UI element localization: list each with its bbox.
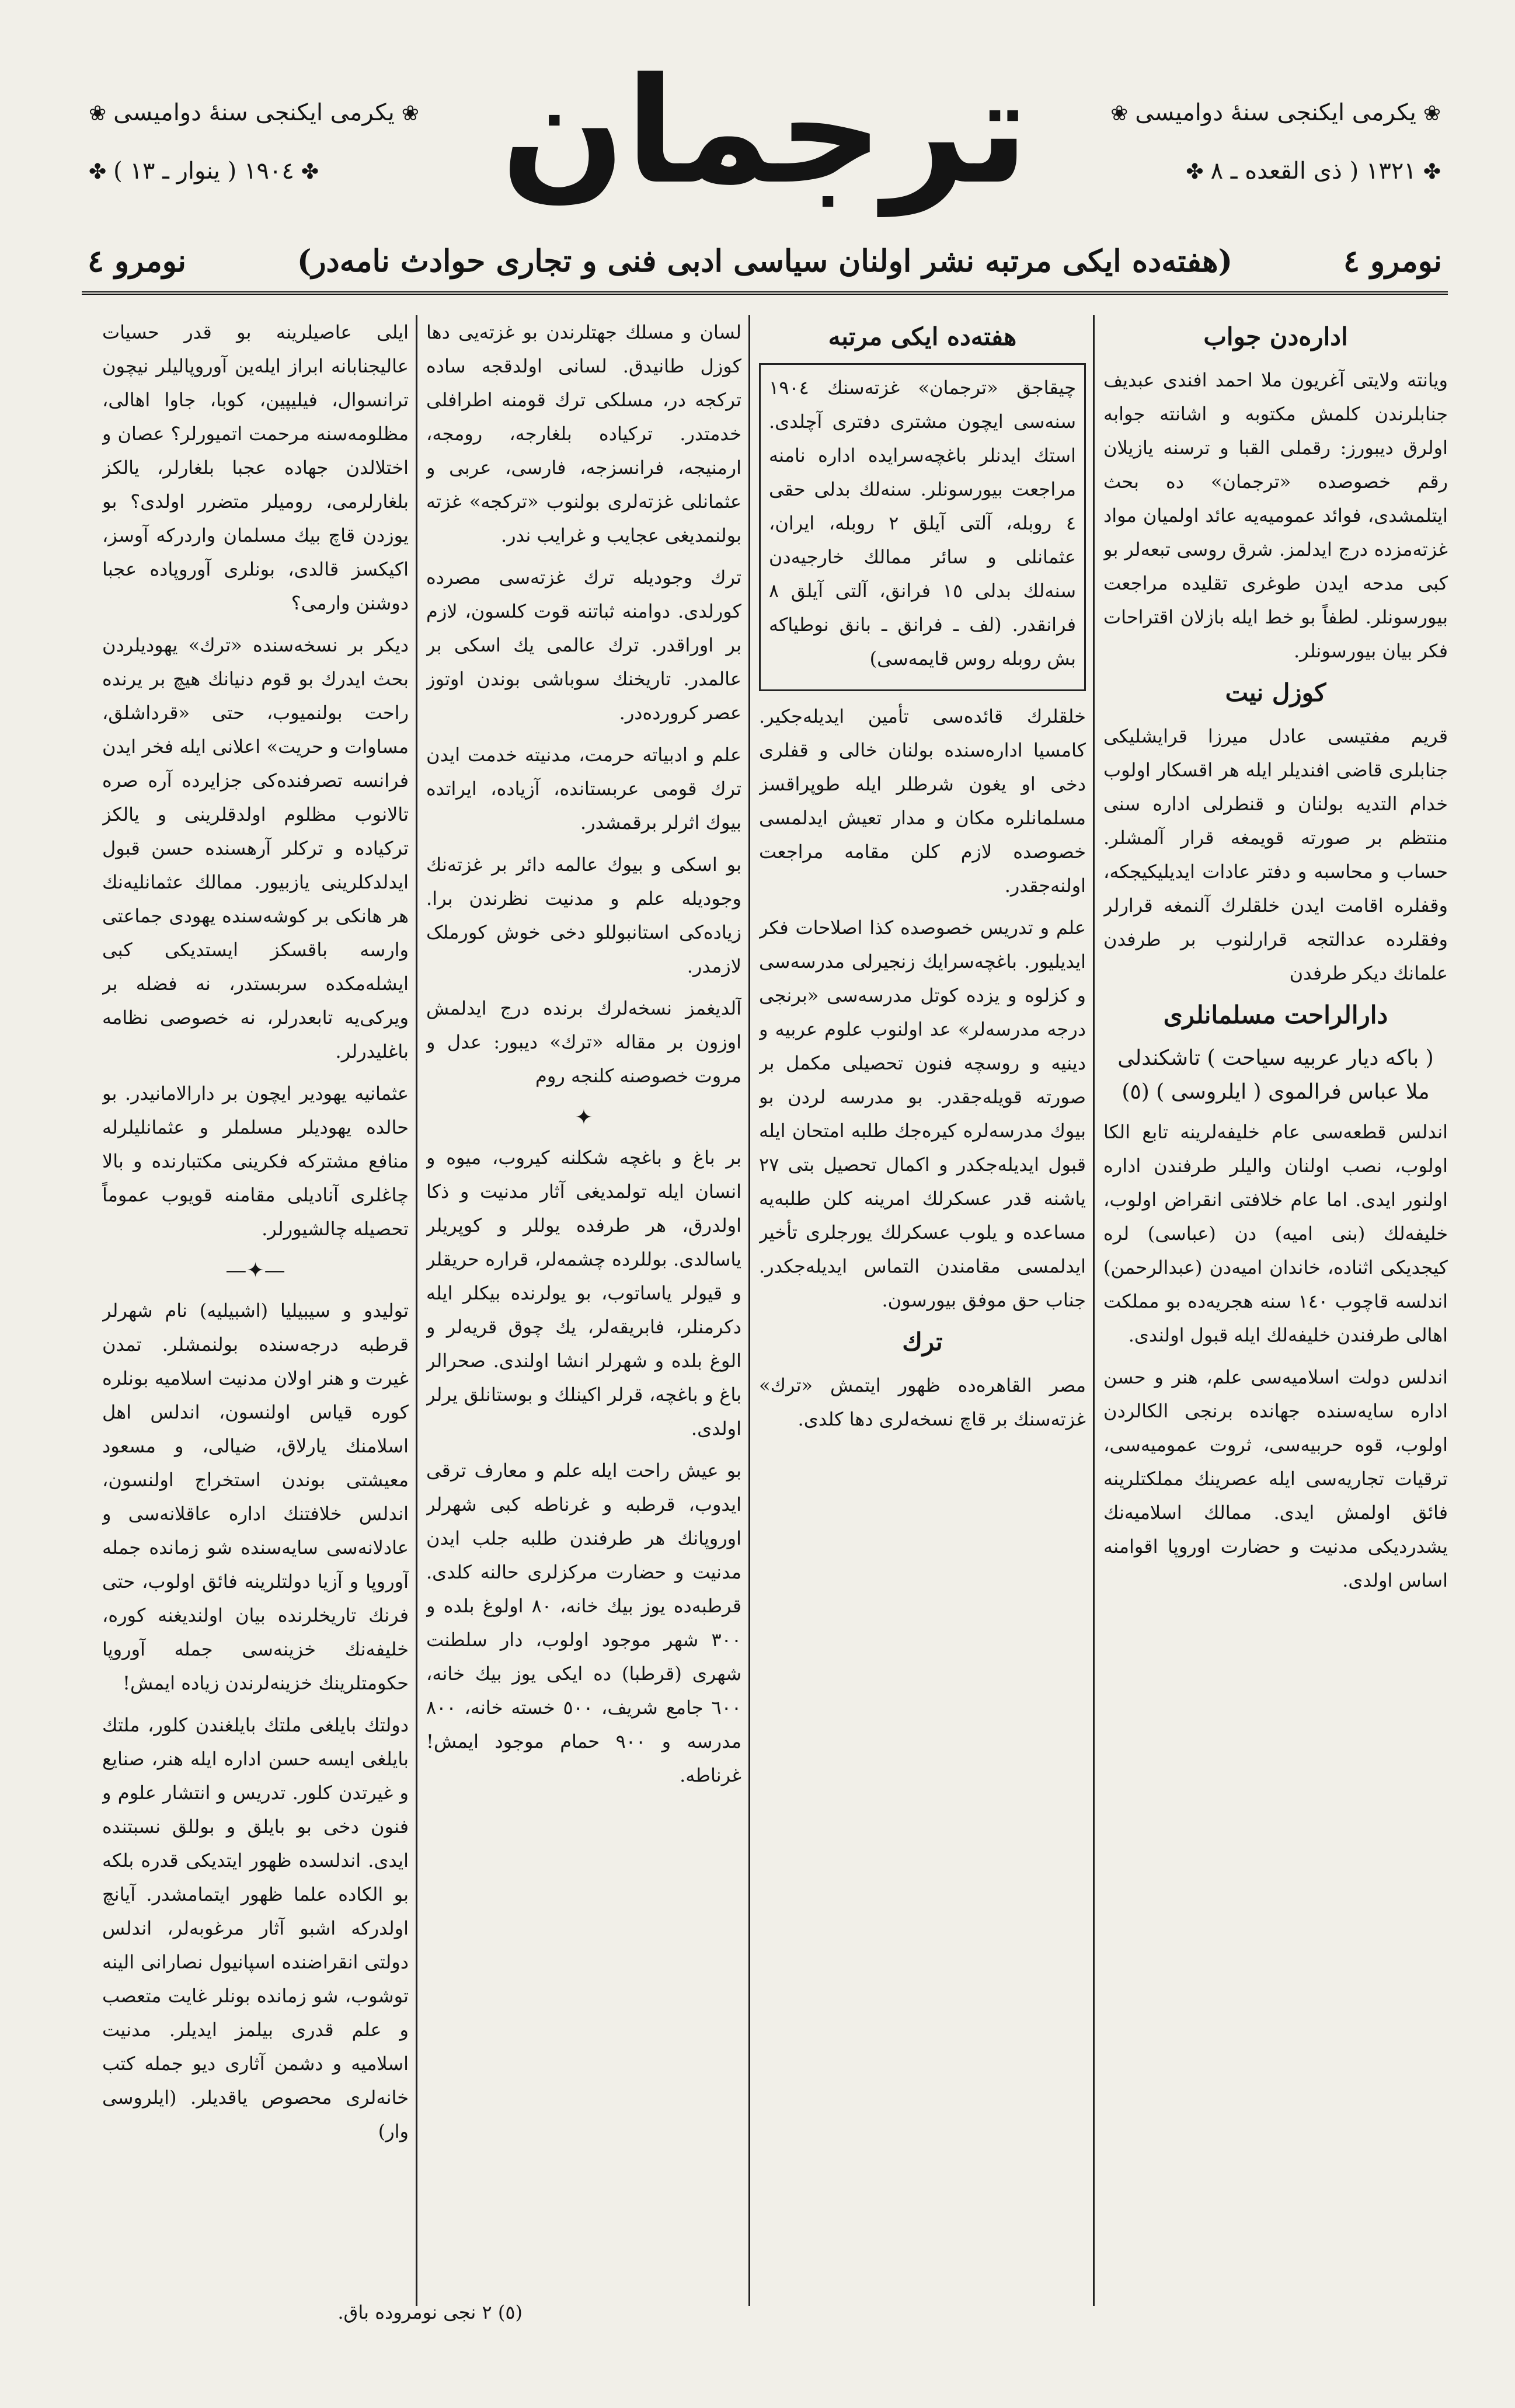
paragraph: اندلس دولت اسلامیه‌سی علم، هنر و حسن اداره سایه‌سنده جهانده برنجی الکالردن اولوب، قوه حربیه‌سی، ثروت عمومیه‌سی، ترقیات تجاریه‌سی ایله عصرینك مملکتلرینه فائق اولمش ایدی. ممالك اسلامیه‌نك یشدردیکی مدنیت و حضارت اوروپا اقوامنه اساس اولدی. [1103, 1366, 1448, 1591]
footnote: (٥) ٢ نجی نومروده باق. [337, 2301, 523, 2323]
ornament-icon: ✤ [301, 160, 319, 184]
divider-ornament: ✦ [574, 1106, 593, 1130]
volume-label-left: ❀یکرمی ایکنجی سنهٔ دوامیسی❀ [89, 99, 419, 126]
subscription-notice [759, 363, 1086, 691]
subtitle-bar [82, 231, 1448, 295]
subscription-heading: اداره‌دن جواب [1203, 322, 1348, 351]
column-1 [1103, 315, 1448, 2329]
column-divider [748, 315, 750, 2306]
issue-number-right: نومرو ٤ [1343, 243, 1442, 279]
ornament-icon: ❀ [89, 102, 107, 126]
column-2 [759, 315, 1086, 2329]
paragraph: قریم مفتیسی عادل میرزا قرایشلیکی جنابلری قاضی افندیلر ایله هر اقسکار اولوب خدام التدیه بولنان و قنطرلی اداره سنی منتظم بر صورته قویمغه قرار آلمشلر. حساب و محاسبه و دفتر عادات ایدیلیکیجکه، وقفلره اقامت ایدن خلقلرك آلنمغه قرارلر وفقلرده عدالتجه قرارلنوب بر طرفدن علمانك دیکر طرفدن [1103, 725, 1448, 984]
paragraph: ویانته ولایتی آغریون ملا احمد افندی عبدیف جنابلرندن کلمش مکتوبه و اشانته جوابه اولرق دیبورز: رقملی القبا و ترسنه یازیلان رقم خصوصده «ترجمان» ده بحث ایتلمشدی، فوائد عمومیه‌یه عائد اولمیان مواد غزته‌مزده درج ایدلمز. شرق روسی تبعه‌لر بو کبی مدحه ایدن طوغری تقلیده مراجعت بیورسونلر. لطفاً بو خط ایله بازلان اقتراحات فکر بیان بیورسونلر. [1103, 369, 1448, 662]
paragraph: خلقلرك قائده‌سی تأمین ایدیله‌جکیر. کامسیا اداره‌سنده بولنان خالی و قفلری دخی او یغون شرطلر ایله طوپراقسز مسلمانلره مکان و مدار تعیش ایدلمسی خصوصده لازم کلن مقامه مراجعت اولنه‌جقدر. [759, 705, 1086, 897]
paragraph: بو عیش راحت ایله علم و معارف ترقی ایدوب، قرطبه و غرناطه کبی شهرلر اوروپانك هر طرفندن طلبه جلب ایدن مدنیت و حضارت مرکزلری حالنه کلدی. قرطبه‌ده یوز بیك خانه، ٨٠ اولوغ بلده و ٣٠٠ شهر موجود اولوب، دار سلطنت شهری (قرطبا) ده ایکی یوز بیك خانه، ٦٠٠ جامع شریف، ٥٠٠ خسته خانه، ٨٠٠ مدرسه و ٩٠٠ حمام موجود ایمش! غرناطه. [426, 1459, 741, 1786]
section-heading: دارالراحت مسلمانلری [1163, 1001, 1388, 1029]
article-columns [102, 315, 1448, 2329]
newspaper-subtitle: (هفته‌ده ایکی مرتبه نشر اولنان سیاسی ادبی فنی و تجاری حوادث نامه‌در) [297, 243, 1233, 279]
paragraph: اندلس قطعه‌سی عام خلیفه‌لرینه تابع الکا اولوب، نصب اولنان والیلر طرفندن اداره اولنور ایدی. اما عام خلافتی انقراض اولوب، خلیفه‌لك (بنی امیه) دن (عباسی) لره کیجدیکی اثناده، خاندان امیه‌دن (عبدالرحمن) اندلسه قاچوب ١٤٠ سنه هجریه‌ده بو مملکت اهالی طرفندن خلیفه‌لك ایله قبول اولندی. [1103, 1121, 1448, 1346]
ornament-icon: ❀ [401, 102, 419, 126]
column-divider [1093, 315, 1095, 2306]
ornament-icon: ✤ [89, 160, 107, 184]
column-divider [416, 315, 417, 2306]
paragraph: چیقاجق «ترجمان» غزته‌سنك ١٩٠٤ سنه‌سی ایچون مشتری دفتری آچلدی. استك ایدنلر باغچه‌سرایده اداره نامنه مراجعت بیورسونلر. سنه‌لك بدلی حقی ٤ روبله، آلتی آیلق ٢ روبله، ایران، عثمانلی و سائر ممالك خارجیه‌دن سنه‌لك بدلی ١٥ فرانق، آلتی آیلق ٨ فرانقدر. (لف ـ فرانق ـ بانق نوطیاکه بش روبله روس قایمه‌سی) [769, 377, 1077, 670]
section-heading: ترك [902, 1327, 943, 1356]
paragraph: دولتك بایلغی ملتك بایلغندن کلور، ملتك بایلغی ایسه حسن اداره ایله هنر، صنایع و غیرتدن کلور. تدریس و انتشار علوم و فنون دخی بو بایلق و بوللق نسبتنده ایدی. اندلسده ظهور ایتدیکی قدره بلکه بو الکاده علما ظهور ایتمامشدر. آیانچ اولدرکه اشبو آثار مرغوبه‌لر، اندلس دولتی انقراضنده اسپانیول نصارانی الینه توشوب، شو زمانده بونلر غایت متعصب و علم قدری بیلمز ایدیلر. مدنیت اسلامیه و دشمن آثاری دیو جمله کتب خانه‌لری محصوص یاقدیلر. (ایلرو‌سی وار) [102, 1714, 409, 2142]
hijri-date: ✤١٣٢١ ( ذی القعده ـ ٨✤ [1186, 158, 1441, 184]
issue-number-left: نومرو ٤ [88, 243, 187, 279]
divider-ornament: —✦— [225, 1259, 285, 1283]
ornament-icon: ✤ [1186, 160, 1204, 184]
section-heading: کوزل نیت [1225, 678, 1326, 707]
column-4 [102, 315, 409, 2329]
section-subheading: ( باکه دیار عربیه سیاحت ) تاشکندلی ملا عباس فرالموی ( ایلروسی ) (٥) [1117, 1046, 1434, 1104]
paragraph: علم و ادبیاته حرمت، مدنیته خدمت ایدن ترك قومی عربستانده، آزیاده، ایراتده بیوك اثرلر برقمشدر. [426, 744, 741, 834]
paragraph: ترك وجودیله ترك غزته‌سی مصرده کورلدی. دوامنه ثباتنه قوت کلسون، لازم بر اوراقدر. ترك عالمی یك اسکی بر عالمدر. تاریخنك سوباشی بوندن اوتوز عصر کرورده‌در. [426, 566, 741, 724]
newspaper-title: ترجمان [500, 46, 1029, 216]
gregorian-date: ✤١٩٠٤ ( ینوار ـ ١٣ )✤ [89, 158, 319, 184]
notice-heading: هفته‌ده ایکی مرتبه [828, 322, 1017, 351]
paragraph: دیکر بر نسخه‌سنده «ترك» یهودیلردن بحث ایدرك بو قوم دنیانك هیچ بر یرنده راحت بولنمیوب، حتی «قرداشلق، مساوات و حریت» اعلانی ایله فخر ایدن فرانسه تصرفنده‌کی جزایرده آره صره تالانوب مظلوم اولدقلرینی و یالکز ترکیاده و ترکلر آرهسنده حسن قبول ایدلدکلرینی یازبیور. ممالك عثمانلیه‌نك هر هانکی بر کوشه‌سنده یهودی جماعتی وارسه باقسکز ایستدیکی کبی ایشله‌مکده سربستدر، نه فضله بر ویرکی‌یه تابعدرلر، نه خصوصی نظامه باغلیدرلر. [102, 634, 409, 1062]
paragraph: علم و تدریس خصوصده کذا اصلاحات فکر ایدیلیور. باغچه‌سرایك زنجیرلی مدرسه‌سی و کزلوه و یزده کوتل مدرسه‌سی «برنجی درجه مدرسه‌لر» عد اولنوب علوم عربیه و دینیه و روسچه فنون تحصیلی مکمل بر صورته قویله‌جقدر. بو مدرسه لردن بو بیوك مدرسه‌لره کیره‌جك طلبه امتحان ایله قبول ایدیله‌جکدر و اکمال تحصیل بتی ٢٧ یاشنه قدر عسکرلك امرینه کلن طلبه‌یه مساعده و یلوب عسکرلك یورجلری تأخیر ایدلمسی مقامندن التماس ایدیله‌جکدر. جناب حق موفق بیورسون. [759, 916, 1086, 1311]
paragraph: عثمانیه یهودیر ایچون بر دارالامانیدر. بو حالده یهودیلر مسلملر و عثمانلیلرله منافع مشترکه فکرینی مکتبارنده و بالا چاغلری آنادیلی مقامنه قویوب عموماً تحصیله چالشیورلر. [102, 1082, 409, 1240]
volume-label-right: ❀یکرمی ایکنجی سنهٔ دوامیسی❀ [1110, 99, 1441, 126]
ornament-icon: ❀ [1110, 102, 1129, 126]
paragraph: تولیدو و سیبیلیا (اشبیلیه) نام شهرلر قرطبه درجه‌سنده بولنمشلر. تمدن غیرت و هنر اولان مدنیت اسلامیه بونلره کوره قیاس اولنسون، اندلس اهل اسلامنك یارلاق، ضیالی، و مسعود معیشتی بوندن استخراج اولنسون، اندلس خلافتنك اداره عاقلانه‌سی و عادلانه‌سی سایه‌سنده شو زمانده جمله آوروپا و آزیا دولتلرینه فائق اولوب، حتی فرنك تاریخلرنده بیان اولندیغنه کوره، خلیفه‌نك خزینه‌سی جمله آوروپا حکومتلرینك خزینه‌لرندن زیاده ایمش! [102, 1299, 409, 1694]
ornament-icon: ✤ [1423, 160, 1441, 184]
ornament-icon: ❀ [1423, 102, 1441, 126]
paragraph: ایلی عاصیلرینه بو قدر حسیات عالیجنابانه ابراز ایله‌ین آوروپالیلر نیچون ترانسوال، فیلیپین، کوبا، جاوا اهالی، مظلومه‌سنه مرحمت اتمیورلر؟ عصان و اختلالدن جهاده عجبا بلغارلر، یالکز بلغارلرمی، رومیلر متضرر اولدی؟ بو یوزدن قاچ بیك مسلمان واردرکه آوسز، اکیکسز قالدی، بونلری آوروپاده عجبا دوشنن وارمی؟ [102, 321, 409, 614]
paragraph: بو اسکی و بیوك عالمه دائر بر غزته‌نك وجودیله علم و مدنیت نظرندن برا. زیاده‌کی استانبوللو دخی خوش کورملک لازمدر. [426, 853, 741, 977]
paragraph: بر باغ و باغچه شکلنه کیروب، میوه و انسان ایله تولمدیغی آثار مدنیت و ذکا اولدرق، هر طرفده یوللر و کوپریلر یاسالدی. بوللرده چشمه‌لر، قراره حریقلر و قیولر یاساتوب، بو یولرنده بیکلر ایله دکرمنلر، فابریقه‌لر، یك چوق قریه‌لر و الوغ بلده و شهرلر انشا اولندی. صحرالر باغ و باغچه، قرلر اکینلك و بوستانلق یرلر اولدی. [426, 1146, 741, 1440]
column-3 [426, 315, 741, 2329]
paragraph: آلدیغمز نسخه‌لرك برنده درج ایدلمش اوزون بر مقاله «ترك» دیبور: عدل و مروت خصوصنه کلنجه روم [426, 997, 741, 1087]
paragraph: مصر القاهره‌ده ظهور ایتمش «ترك» غزته‌سنك بر قاچ نسخه‌لری دها کلدی. [759, 1374, 1086, 1430]
paragraph: لسان و مسلك جهتلرندن بو غزته‌یی دها کوزل طانیدق. لسانی اولدقجه ساده ترکجه در، مسلکی ترك قومنه اطرافلی خدمتدر. ترکیاده بلغارجه، رومجه، ارمنیجه، فرانسزجه، فارسی، عربی و عثمانلی غزته‌لری بولنوب «ترکجه» غزته بولنمدیغی عجایب و غرایب ندر. [426, 321, 741, 546]
